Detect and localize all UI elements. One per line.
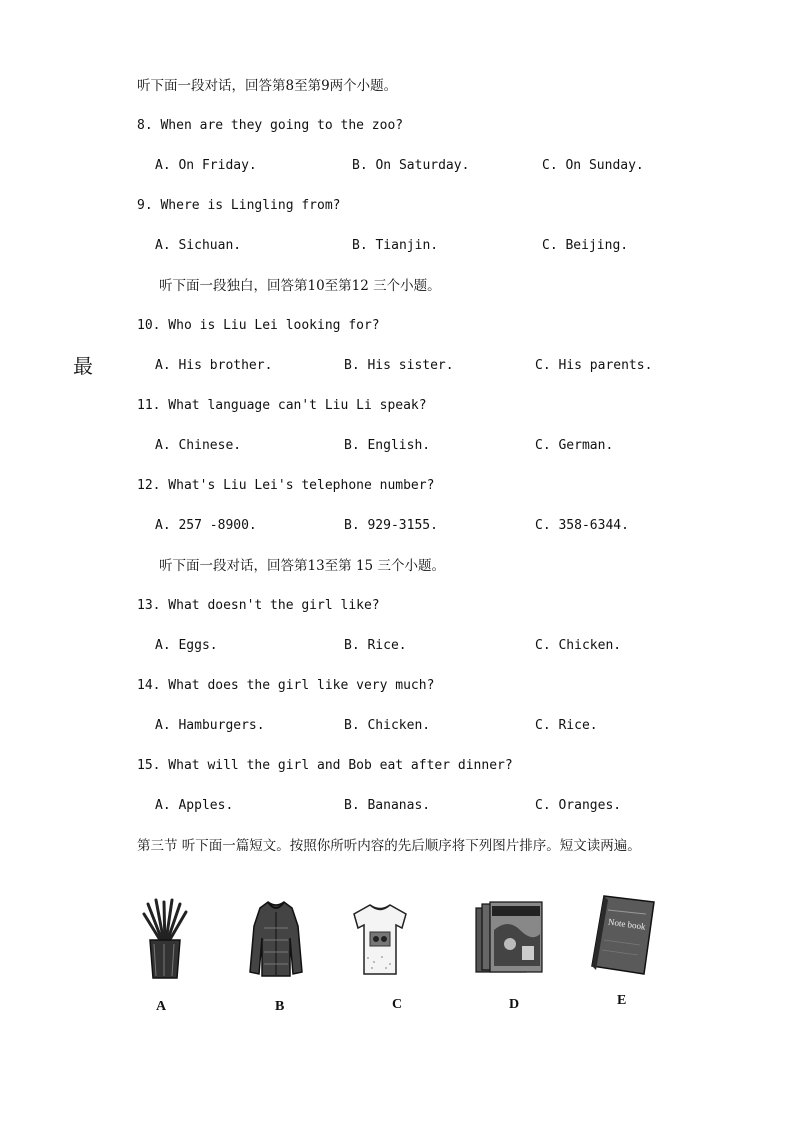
question-10: 10. Who is Liu Lei looking for? [137, 318, 380, 333]
picture-label-c: C [392, 997, 403, 1012]
section-instruction-3: 听下面一段对话，回答第13至第 15 三个小题。 [159, 558, 445, 574]
question-9: 9. Where is Lingling from? [137, 198, 341, 213]
question-13: 13. What doesn't the girl like? [137, 598, 380, 613]
question-14-option-b: B. Chicken. [344, 718, 431, 733]
question-12-option-c: C. 358-6344. [535, 518, 629, 533]
question-12-option-b: B. 929-3155. [344, 518, 438, 533]
question-15-option-b: B. Bananas. [344, 798, 431, 813]
section-instruction-1: 听下面一段对话，回答第8至第9两个小题。 [137, 78, 398, 94]
question-8-option-a: A. On Friday. [155, 158, 257, 173]
picture-label-a: A [156, 999, 167, 1014]
question-9-option-a: A. Sichuan. [155, 238, 242, 253]
picture-label-b: B [275, 999, 285, 1014]
question-14: 14. What does the girl like very much? [137, 678, 435, 693]
question-8: 8. When are they going to the zoo? [137, 118, 404, 133]
question-11-option-a: A. Chinese. [155, 438, 242, 453]
question-15: 15. What will the girl and Bob eat after dinner? [137, 758, 513, 773]
magazines-icon [474, 900, 546, 976]
question-13-option-c: C. Chicken. [535, 638, 622, 653]
pencil-cup-icon [140, 898, 190, 980]
question-9-option-c: C. Beijing. [542, 238, 629, 253]
section-instruction-2: 听下面一段独白，回答第10至第12 三个小题。 [159, 278, 441, 294]
question-13-option-a: A. Eggs. [155, 638, 218, 653]
part3-instruction: 第三节 听下面一篇短文。按照你所听内容的先后顺序将下列图片排序。短文读两遍。 [137, 838, 641, 854]
question-11-option-b: B. English. [344, 438, 431, 453]
question-15-option-c: C. Oranges. [535, 798, 622, 813]
notebook-icon [588, 894, 658, 976]
question-8-option-c: C. On Sunday. [542, 158, 644, 173]
picture-label-e: E [617, 993, 627, 1008]
question-11-option-c: C. German. [535, 438, 614, 453]
tshirt-icon [350, 902, 410, 976]
question-14-option-a: A. Hamburgers. [155, 718, 265, 733]
question-11: 11. What language can't Liu Li speak? [137, 398, 427, 413]
picture-label-d: D [509, 997, 520, 1012]
margin-character: 最 [73, 354, 93, 378]
question-9-option-b: B. Tianjin. [352, 238, 439, 253]
question-10-option-a: A. His brother. [155, 358, 273, 373]
notebook-cover-text: Note book [607, 916, 647, 932]
question-12: 12. What's Liu Lei's telephone number? [137, 478, 435, 493]
question-10-option-b: B. His sister. [344, 358, 454, 373]
question-12-option-a: A. 257 -8900. [155, 518, 257, 533]
question-15-option-a: A. Apples. [155, 798, 234, 813]
sweater-icon [246, 898, 306, 980]
question-14-option-c: C. Rice. [535, 718, 598, 733]
question-10-option-c: C. His parents. [535, 358, 653, 373]
question-8-option-b: B. On Saturday. [352, 158, 470, 173]
question-13-option-b: B. Rice. [344, 638, 407, 653]
